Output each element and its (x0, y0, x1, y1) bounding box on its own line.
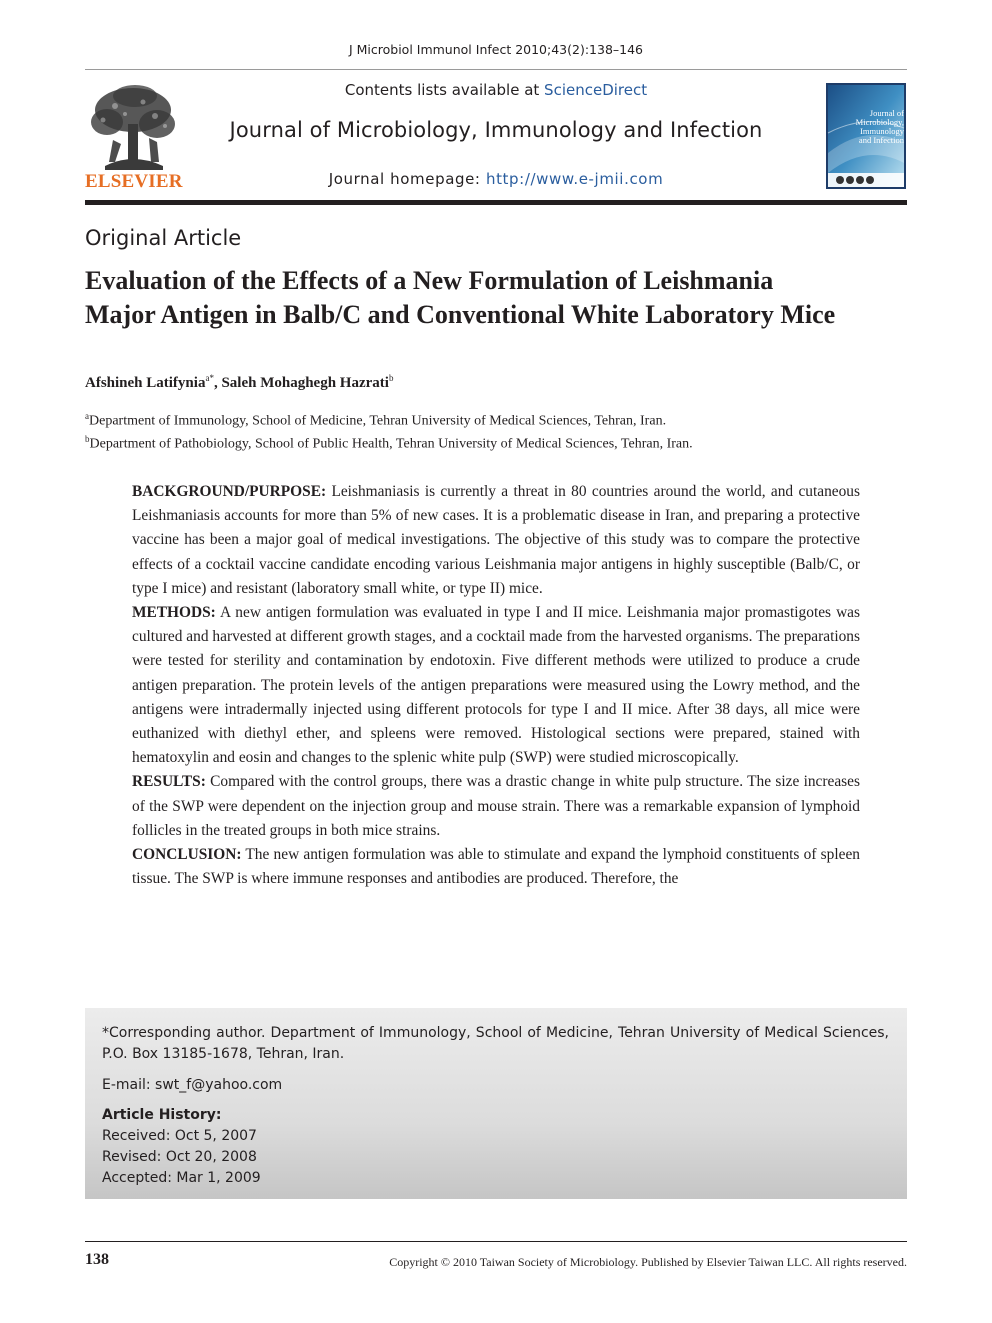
abstract-section-text: Leishmaniasis is currently a threat in 80 countries around the world, and cutaneous Leishmaniasis accounts for more than 5% of new cases. It is a problematic disease in Iran, and preparing a protective vaccine has been a major goal of medical investigations. The objective of this study was to compare the protective effects of a cocktail vaccine candidate encoding various Leishmania major antigens in highly susceptible (Balb/C, or type I mice) and resistant (laboratory small white, or type II) mice. (132, 483, 860, 597)
elsevier-wordmark: ELSEVIER (85, 171, 183, 192)
article-history-label: Article History: (102, 1107, 222, 1124)
copyright-notice: Copyright © 2010 Taiwan Society of Microbiology. Published by Elsevier Taiwan LLC. All rights reserved. (389, 1255, 907, 1269)
affiliation-text: Department of Immunology, School of Medicine, Tehran University of Medical Sciences, Tehran, Iran. (89, 413, 667, 429)
affiliation-text: Department of Pathobiology, School of Public Health, Tehran University of Medical Sciences, Tehran, Iran. (89, 436, 693, 452)
homepage-link[interactable]: http://www.e-jmii.com (485, 170, 664, 188)
abstract-section-label: BACKGROUND/PURPOSE: (132, 483, 327, 500)
header-divider-thin (85, 69, 907, 70)
history-received: Received: Oct 5, 2007 (102, 1128, 257, 1145)
abstract-section-label: METHODS: (132, 604, 216, 622)
abstract-results (132, 770, 860, 843)
abstract-methods (132, 601, 860, 770)
abstract (132, 480, 860, 891)
corresponding-email[interactable]: E-mail: swt_f@yahoo.com (102, 1076, 283, 1093)
abstract-section-text: A new antigen formulation was evaluated in type I and II mice. Leishmania major promastigotes was cultured and harvested at different growth stages, and a cocktail made from the harvested organisms. The preparations were tested for sterility and contamination by endotoxin. Five different methods were utilized to produce a crude antigen preparation. The protein levels of the antigen preparations were measured using the Lowry method, and the antigens were intradermally injected using different protocols for type I and II mice. After 38 days, all mice were euthanized with diethyl ether, and spleens were removed. Histological sections were prepared, stained with hematoxylin and eosin and changes to the splenic white pulp (SWP) were studied microscopically. (132, 604, 860, 767)
abstract-conclusion (132, 843, 860, 891)
header-divider-thick (85, 200, 907, 205)
affiliation-marker: b (85, 434, 90, 444)
abstract-section-label: CONCLUSION: (132, 846, 242, 864)
abstract-section-text: The new antigen formulation was able to stimulate and expand the lymphoid constituents of spleen tissue. The SWP is where immune responses and antibodies are produced. Therefore, the (132, 846, 860, 888)
article-type: Original Article (85, 226, 242, 250)
author-list (85, 373, 393, 392)
abstract-section-text: Compared with the control groups, there was a drastic change in white pulp structure. The size increases of the SWP were dependent on the injection group and mouse strain. There was a remarkable expansion of lymphoid follicles in the treated groups in both mice strains. (132, 773, 860, 839)
author-affiliation-marker: a* (205, 373, 214, 383)
abstract-section-label: RESULTS: (132, 773, 206, 791)
homepage-prefix: Journal homepage: (328, 170, 486, 188)
journal-name: Journal of Microbiology, Immunology and Infection (229, 118, 763, 142)
page-number: 138 (85, 1251, 109, 1268)
corresponding-author-box (85, 1008, 907, 1199)
history-accepted: Accepted: Mar 1, 2009 (102, 1169, 261, 1186)
sciencedirect-link[interactable]: ScienceDirect (544, 81, 648, 99)
journal-citation: J Microbiol Immunol Infect 2010;43(2):138–146 (348, 42, 644, 57)
article-title: Evaluation of the Effects of a New Formulation of Leishmania Major Antigen in Balb/C and Conventional White Laboratory Mice (85, 266, 836, 329)
cover-title: Journal of Microbiology, Immunology and Infection (855, 109, 904, 145)
author-name: Saleh Mohaghegh Hazrati (221, 375, 389, 391)
author-name: Afshineh Latifynia (85, 375, 206, 391)
journal-cover-image (826, 83, 906, 189)
history-revised: Revised: Oct 20, 2008 (102, 1148, 257, 1165)
abstract-background (132, 480, 860, 601)
author-separator: , (213, 375, 222, 391)
author-affiliation-marker: b (388, 373, 394, 383)
footer-divider (85, 1241, 907, 1242)
affiliation-a (85, 411, 666, 430)
affiliation-marker: a (85, 411, 89, 421)
affiliation-b (85, 434, 693, 453)
contents-prefix: Contents lists available at (344, 81, 545, 99)
corresponding-author-note: *Corresponding author. Department of Immunology, School of Medicine, Tehran University of Medical Sciences, P.O. Box 13185-1678, Tehran, Iran. (102, 1025, 889, 1062)
